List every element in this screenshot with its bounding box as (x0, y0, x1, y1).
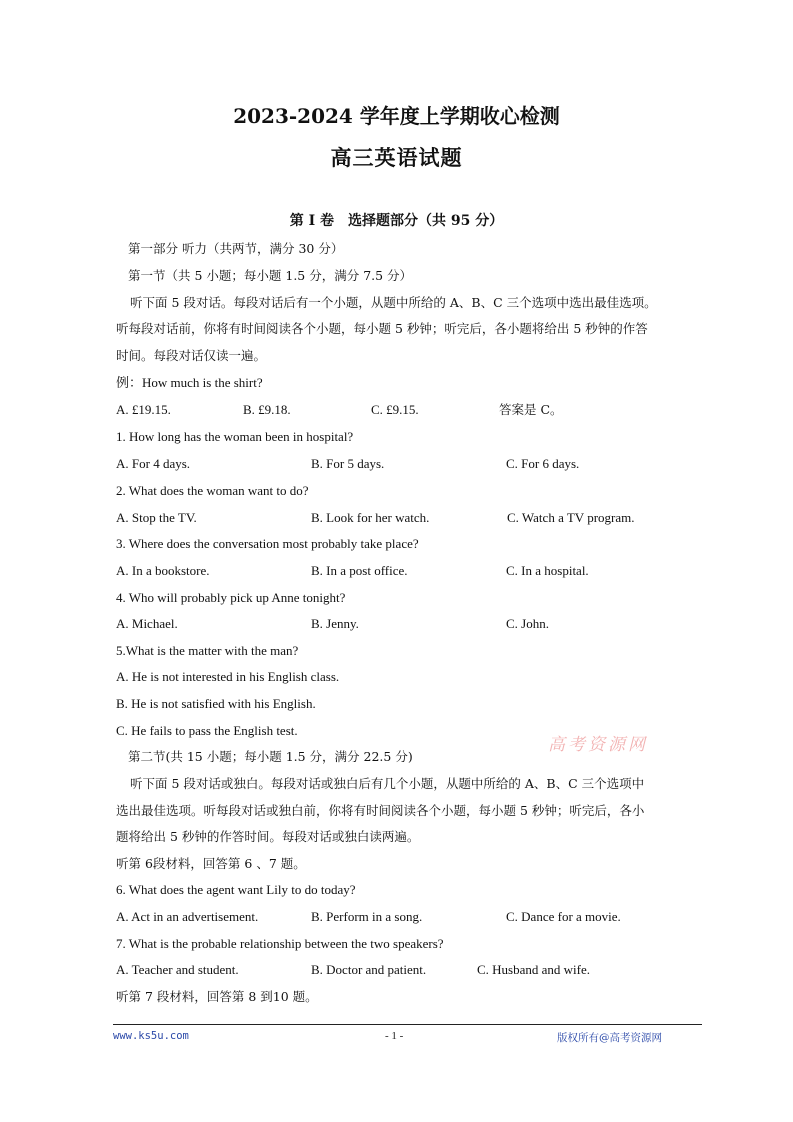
example-option-a: A. £19.15. (116, 402, 171, 417)
q2-option-b: B. Look for her watch. (311, 510, 430, 525)
q3-question: 3. Where does the conversation most probably take place? (116, 536, 419, 551)
exam-subtitle: 高三英语试题 (330, 145, 463, 170)
footer-website-link[interactable]: www.ks5u.com (113, 1030, 189, 1042)
q3-option-b: B. In a post office. (311, 563, 408, 578)
footer-divider (113, 1024, 702, 1025)
page-number: - 1 - (385, 1030, 404, 1042)
q7-question: 7. What is the probable relationship between the two speakers? (116, 936, 444, 951)
example-question: 例：How much is the shirt? (116, 375, 263, 390)
sec1-heading: 第一节（共 5 小题；每小题 1.5 分，满分 7.5 分） (128, 268, 413, 283)
q2-option-a: A. Stop the TV. (116, 510, 197, 525)
q6-option-a: A. Act in an advertisement. (116, 909, 259, 924)
example-option-b: B. £9.18. (243, 402, 291, 417)
part1-heading: 第一部分 听力（共两节，满分 30 分） (128, 241, 344, 256)
q2-option-c: C. Watch a TV program. (507, 510, 635, 525)
watermark: 高考资源网 (548, 735, 648, 755)
q3-option-a: A. In a bookstore. (116, 563, 210, 578)
intro2-line-2: 选出最佳选项。听每段对话或独白前，你将有时间阅读各个小题，每小题 5 秒钟；听完后，各小 (116, 803, 645, 818)
listen6-instruction: 听第 6段材料，回答第 6 、7 题。 (116, 856, 306, 871)
intro1-line-2: 听每段对话前，你将有时间阅读各个小题，每小题 5 秒钟；听完后，各小题将给出 5 秒钟的作答 (116, 321, 648, 336)
q1-option-a: A. For 4 days. (116, 456, 191, 471)
q1-option-b: B. For 5 days. (311, 456, 385, 471)
section-title: 第 I 卷 选择题部分（共 95 分） (289, 213, 504, 229)
q4-option-b: B. Jenny. (311, 616, 359, 631)
q4-option-a: A. Michael. (116, 616, 178, 631)
q7-option-a: A. Teacher and student. (116, 962, 239, 977)
q5-question: 5.What is the matter with the man? (116, 643, 299, 658)
listen7-instruction: 听第 7 段材料，回答第 8 到10 题。 (116, 989, 318, 1004)
q2-question: 2. What does the woman want to do? (116, 483, 309, 498)
q5-option-b: B. He is not satisfied with his English. (116, 696, 316, 711)
q1-option-c: C. For 6 days. (506, 456, 580, 471)
intro1-line-3: 时间。每段对话仅读一遍。 (116, 348, 267, 363)
q4-option-c: C. John. (506, 616, 549, 631)
intro1-line-1: 听下面 5 段对话。每段对话后有一个小题，从题中所给的 A、B、C 三个选项中选出最佳选项。 (130, 295, 657, 310)
exam-title: 2023-2024 学年度上学期收心检测 (233, 104, 560, 128)
q5-option-a: A. He is not interested in his English class. (116, 669, 340, 684)
example-answer: 答案是 C。 (499, 402, 563, 417)
q3-option-c: C. In a hospital. (506, 563, 589, 578)
example-option-c: C. £9.15. (371, 402, 419, 417)
q5-option-c: C. He fails to pass the English test. (116, 723, 298, 738)
sec2-heading: 第二节(共 15 小题；每小题 1.5 分，满分 22.5 分) (128, 749, 413, 764)
q7-option-b: B. Doctor and patient. (311, 962, 427, 977)
footer-copyright: 版权所有@高考资源网 (557, 1032, 662, 1044)
q1-question: 1. How long has the woman been in hospital? (116, 429, 354, 444)
intro2-line-3: 题将给出 5 秒钟的作答时间。每段对话或独白读两遍。 (116, 829, 420, 844)
q6-option-b: B. Perform in a song. (311, 909, 423, 924)
q6-option-c: C. Dance for a movie. (506, 909, 621, 924)
q4-question: 4. Who will probably pick up Anne tonight? (116, 590, 346, 605)
intro2-line-1: 听下面 5 段对话或独白。每段对话或独白后有几个小题，从题中所给的 A、B、C 三个选项中 (130, 776, 645, 791)
q6-question: 6. What does the agent want Lily to do today? (116, 882, 356, 897)
q7-option-c: C. Husband and wife. (477, 962, 591, 977)
